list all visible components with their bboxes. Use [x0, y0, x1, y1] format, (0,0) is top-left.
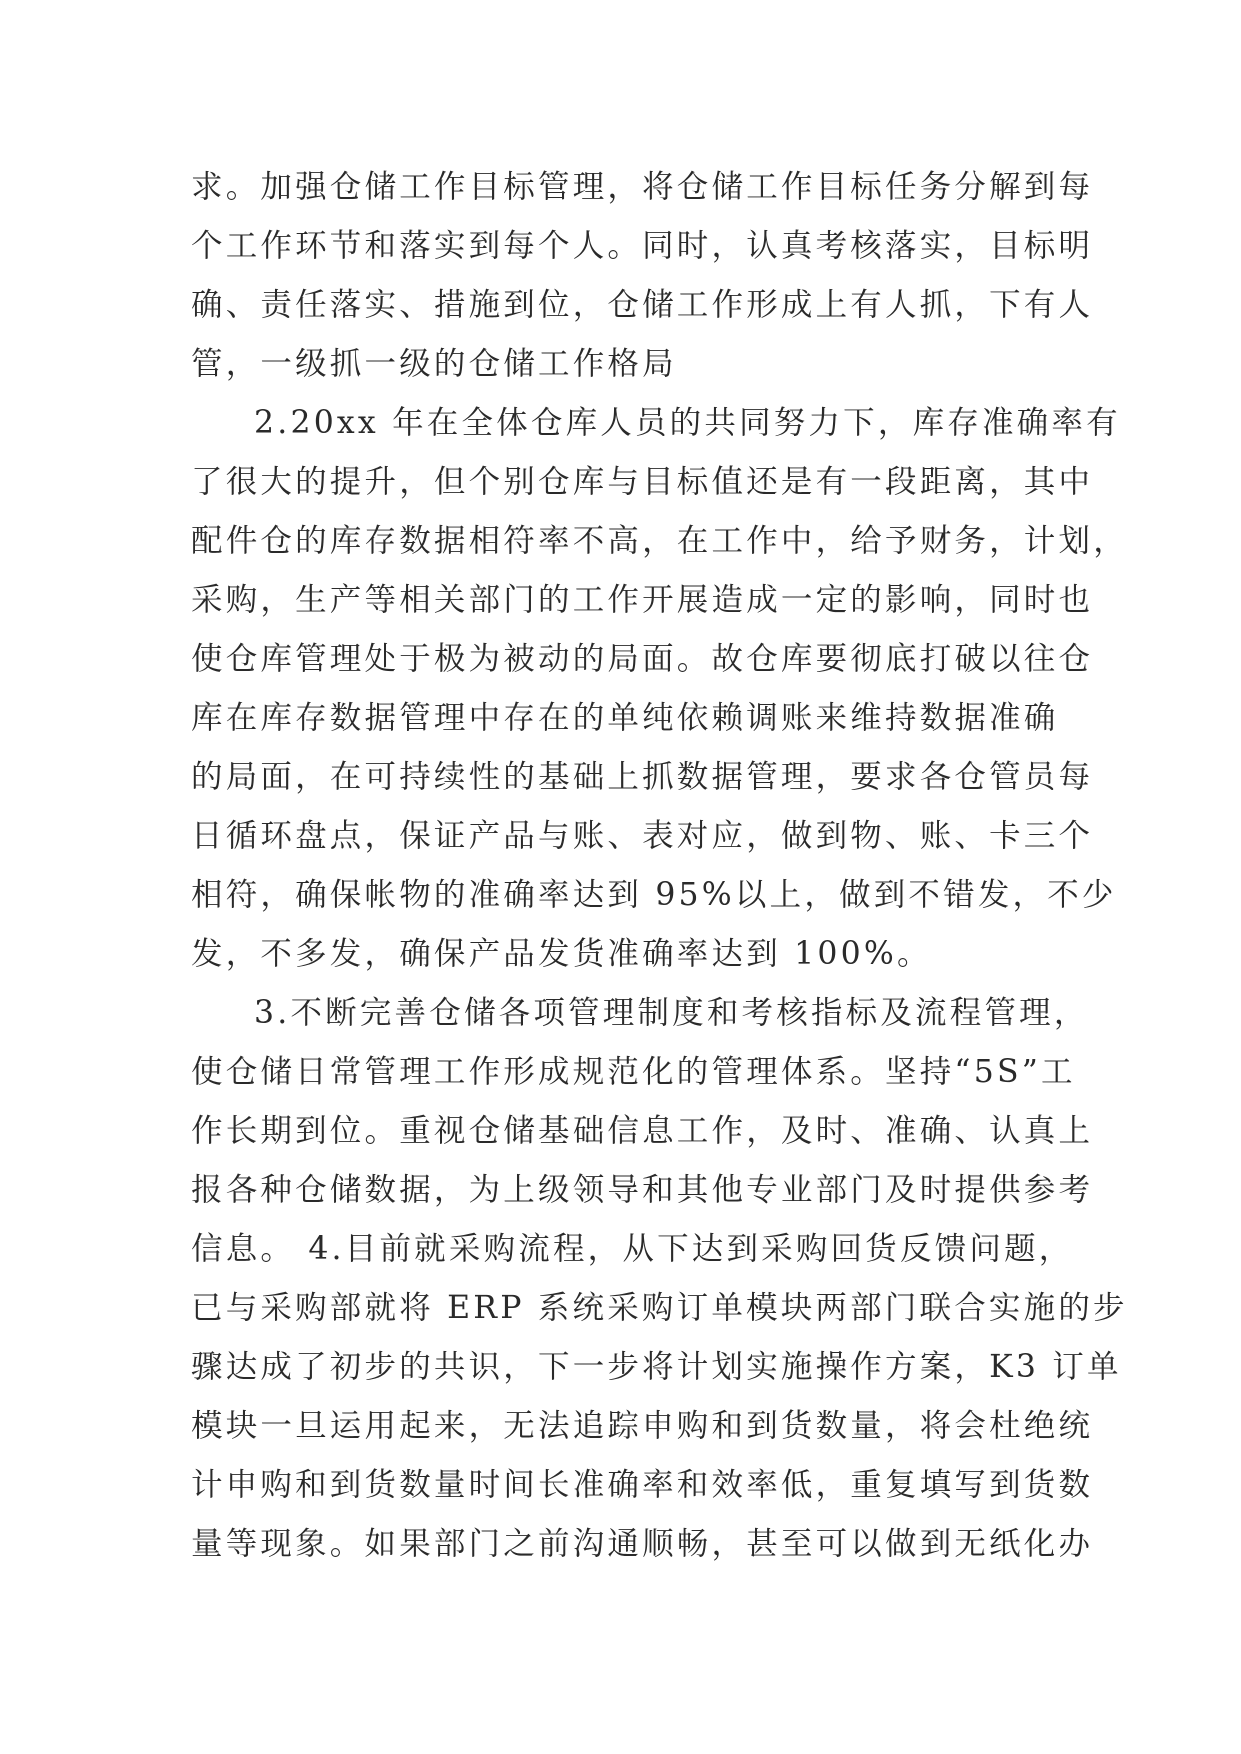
document-body	[191, 158, 1128, 1574]
text-line: 求。加强仓储工作目标管理，将仓储工作目标任务分解到每	[191, 169, 1094, 205]
text-line: 了很大的提升，但个别仓库与目标值还是有一段距离，其中	[191, 464, 1094, 500]
text-line: 2.20xx 年在全体仓库人员的共同努力下，库存准确率有	[254, 405, 1121, 441]
text-line: 库在库存数据管理中存在的单纯依赖调账来维持数据准确	[191, 700, 1059, 736]
text-line: 确、责任落实、措施到位，仓储工作形成上有人抓，下有人	[191, 287, 1094, 323]
text-line: 配件仓的库存数据相符率不高，在工作中，给予财务，计划，	[191, 523, 1128, 559]
text-line: 3.不断完善仓储各项管理制度和考核指标及流程管理，	[254, 995, 1089, 1031]
text-line: 已与采购部就将 ERP 系统采购订单模块两部门联合实施的步	[191, 1290, 1128, 1326]
text-line: 相符，确保帐物的准确率达到 95%以上，做到不错发，不少	[191, 877, 1117, 913]
text-line: 的局面，在可持续性的基础上抓数据管理，要求各仓管员每	[191, 759, 1094, 795]
text-line: 使仓库管理处于极为被动的局面。故仓库要彻底打破以往仓	[191, 641, 1094, 677]
text-line: 作长期到位。重视仓储基础信息工作，及时、准确、认真上	[191, 1113, 1094, 1149]
text-line: 模块一旦运用起来，无法追踪申购和到货数量，将会杜绝统	[191, 1408, 1094, 1444]
text-line: 日循环盘点，保证产品与账、表对应，做到物、账、卡三个	[191, 818, 1094, 854]
text-line: 计申购和到货数量时间长准确率和效率低，重复填写到货数	[191, 1467, 1094, 1503]
text-line: 量等现象。如果部门之前沟通顺畅，甚至可以做到无纸化办	[191, 1526, 1094, 1562]
text-line: 个工作环节和落实到每个人。同时，认真考核落实，目标明	[191, 228, 1094, 264]
text-line: 发，不多发，确保产品发货准确率达到 100%。	[191, 936, 932, 972]
text-line: 使仓储日常管理工作形成规范化的管理体系。坚持“5S”工	[191, 1054, 1076, 1090]
text-line: 报各种仓储数据，为上级领导和其他专业部门及时提供参考	[191, 1172, 1094, 1208]
text-line: 管，一级抓一级的仓储工作格局	[191, 346, 677, 382]
text-line: 采购，生产等相关部门的工作开展造成一定的影响，同时也	[191, 582, 1094, 618]
text-line: 骤达成了初步的共识，下一步将计划实施操作方案，K3 订单	[191, 1349, 1122, 1385]
text-line: 信息。 4.目前就采购流程，从下达到采购回货反馈问题，	[191, 1231, 1074, 1267]
